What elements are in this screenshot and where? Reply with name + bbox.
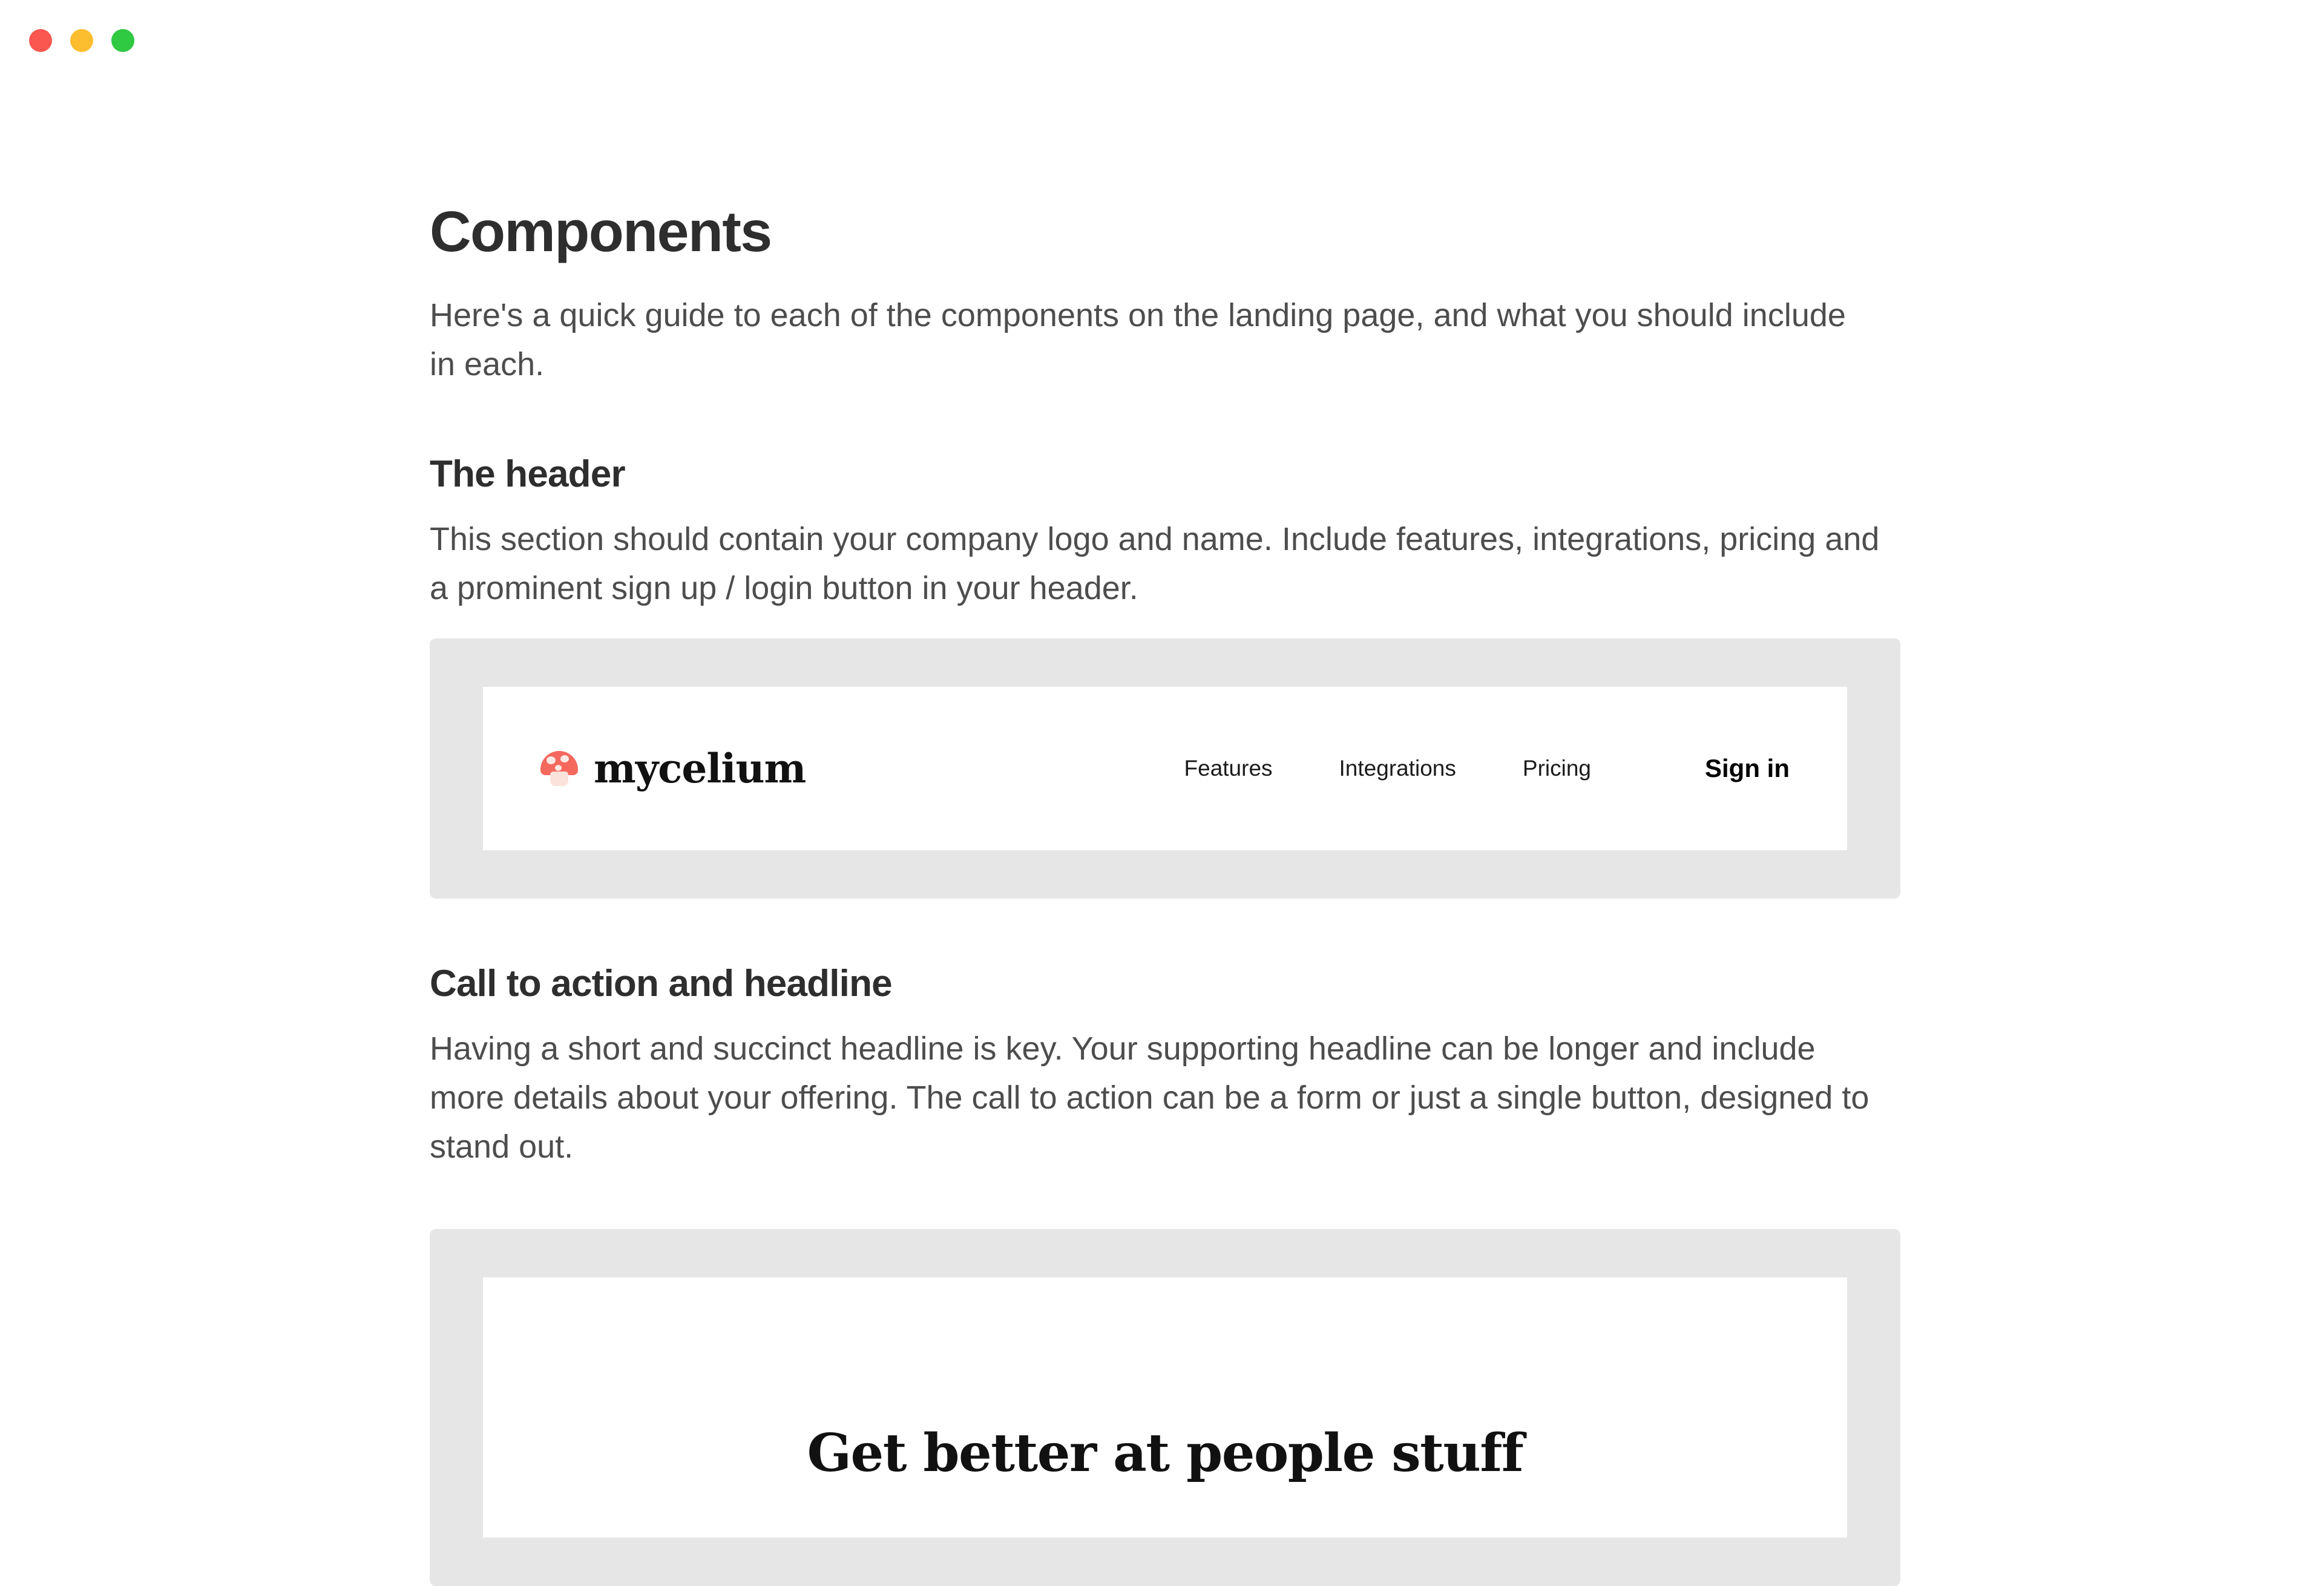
hero-preview-canvas [483, 1277, 1847, 1538]
header-preview-canvas [483, 687, 1847, 850]
document-content [430, 0, 1912, 1586]
hero-headline: Get better at people stuff [807, 1423, 1523, 1484]
mock-site-header [483, 687, 1847, 850]
mock-nav [1184, 754, 1790, 783]
page-title: Components [430, 200, 772, 264]
brand-name: mycelium [594, 745, 806, 793]
section-body-cta: Having a short and succinct headline is key. Your supporting headline can be longer and include more details about your offering. The call to action can be a form or just a single button, designed to stand out. [430, 1031, 1869, 1165]
mock-hero-section [483, 1277, 1847, 1538]
section-heading-cta: Call to action and headline [430, 963, 892, 1005]
sign-in-button[interactable]: Sign in [1705, 754, 1790, 783]
hero-preview-frame [430, 1229, 1900, 1586]
close-window-button[interactable] [29, 29, 52, 52]
brand-logo[interactable] [540, 745, 806, 792]
section-heading-header: The header [430, 453, 625, 496]
document-intro: Here's a quick guide to each of the components on the landing page, and what you should include in each. [430, 297, 1846, 383]
traffic-lights [29, 29, 134, 52]
nav-item-pricing[interactable]: Pricing [1522, 756, 1591, 781]
section-body-header: This section should contain your company logo and name. Include features, integrations, pricing and a prominent sign up / login button in your header. [430, 521, 1880, 607]
mushroom-icon [540, 751, 578, 786]
nav-item-features[interactable]: Features [1184, 756, 1273, 781]
header-preview-frame [430, 638, 1900, 899]
minimize-window-button[interactable] [70, 29, 93, 52]
maximize-window-button[interactable] [111, 29, 134, 52]
nav-item-integrations[interactable]: Integrations [1339, 756, 1456, 781]
